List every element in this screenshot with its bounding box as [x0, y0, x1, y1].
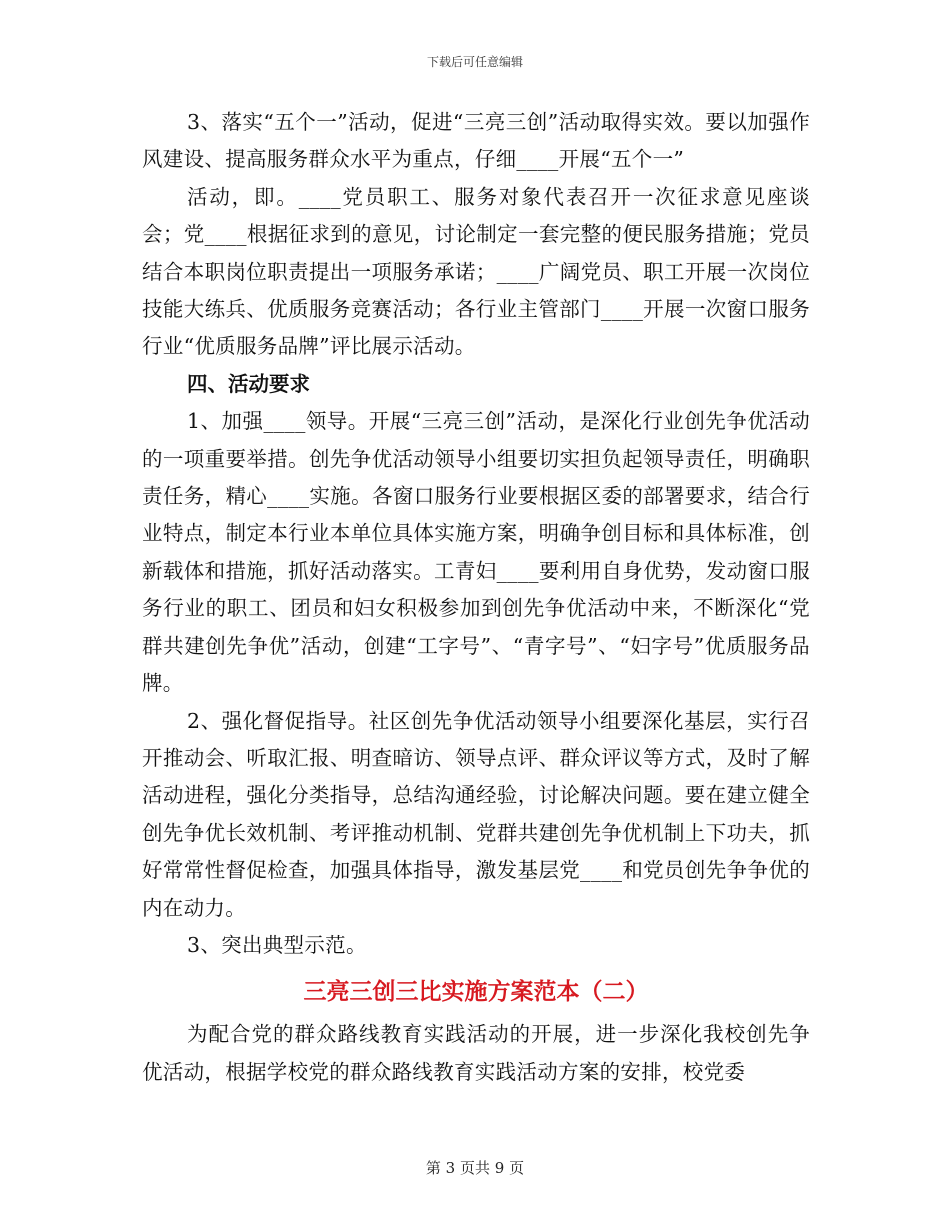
document-body: [142, 104, 810, 1091]
paragraph-intro: 为配合党的群众路线教育实践活动的开展，进一步深化我校创先争优活动，根据学校党的群众路线教育实践活动方案的安排，校党委: [142, 1022, 810, 1084]
section-title: 三亮三创三比实施方案范本（二）: [303, 978, 649, 1006]
paragraph-requirement-3: 3、突出典型示范。: [187, 932, 367, 957]
paragraph-five-ones: 活动，即。____党员职工、服务对象代表召开一次征求意见座谈会；党____根据征求到的意见，讨论制定一套完整的便民服务措施；党员结合本职岗位职责提出一项服务承诺；____广阔党员、职工开展一次岗位技能大练兵、优质服务竞赛活动；各行业主管部门____开展一次窗口服务行业“优质服务品牌”评比展示活动。: [142, 184, 810, 359]
page-number: 第 3 页共 9 页: [425, 1159, 525, 1177]
paragraph-item-3: 3、落实“五个一”活动，促进“三亮三创”活动取得实效。要以加强作风建设、提高服务群众水平为重点，仔细____开展“五个一”: [142, 110, 810, 172]
section-heading: 四、活动要求: [187, 371, 310, 396]
paragraph-requirement-2: 2、强化督促指导。社区创先争优活动领导小组要深化基层，实行召开推动会、听取汇报、明查暗访、领导点评、群众评议等方式，及时了解活动进程，强化分类指导，总结沟通经验，讨论解决问题。要在建立健全创先争优长效机制、考评推动机制、党群共建创先争优机制上下功夫，抓好常常性督促检查，加强具体指导，激发基层党____和党员创先争争优的内在动力。: [142, 708, 810, 920]
paragraph-requirement-1: 1、加强____领导。开展“三亮三创”活动，是深化行业创先争优活动的一项重要举措。创先争优活动领导小组要切实担负起领导责任，明确职责任务，精心____实施。各窗口服务行业要根据区委的部署要求，结合行业特点，制定本行业本单位具体实施方案，明确争创目标和具体标准，创新载体和措施，抓好活动落实。工青妇____要利用自身优势，发动窗口服务行业的职工、团员和妇女积极参加到创先争优活动中来，不断深化“党群共建创先争优”活动，创建“工字号”、“青字号”、“妇字号”优质服务品牌。: [142, 409, 810, 696]
header-note: 下载后可任意编辑: [426, 55, 523, 69]
